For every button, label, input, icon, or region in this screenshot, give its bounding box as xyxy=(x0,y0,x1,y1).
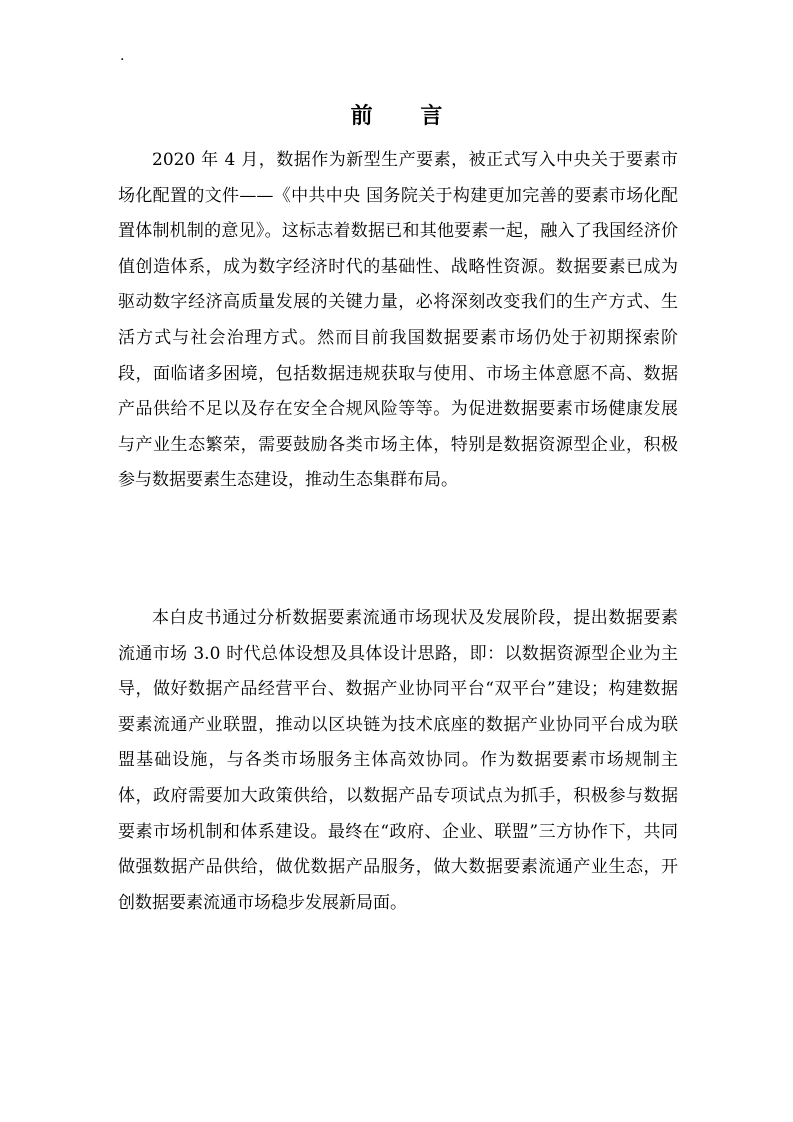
page-title: 前 言 xyxy=(350,104,463,129)
paragraph-1: 2020 年 4 月，数据作为新型生产要素，被正式写入中央关于要素市场化配置的文件——《中共中央 国务院关于构建更加完善的要素市场化配置体制机制的意见》。这标志着数据已和其他要素一起，融入了我国经济价值创造体系，成为数字经济时代的基础性、战略性资源。数据要素已成为驱动数字经济高质量发展的关键力量，必将深刻改变我们的生产方式、生活方式与社会治理方式。然而目前我国数据要素市场仍处于初期探索阶段，面临诸多困境，包括数据违规获取与使用、市场主体意愿不高、数据产品供给不足以及存在安全合规风险等等。为促进数据要素市场健康发展与产业生态繁荣，需要鼓励各类市场主体，特别是数据资源型企业，积极参与数据要素生态建设，推动生态集群布局。 xyxy=(118,150,678,491)
corner-mark: . xyxy=(120,48,125,64)
paragraph-2: 本白皮书通过分析数据要素流通市场现状及发展阶段，提出数据要素流通市场 3.0 时代总体设想及具体设计思路，即：以数据资源型企业为主导，做好数据产品经营平台、数据产业协同平台“双平台”建设；构建数据要素流通产业联盟，推动以区块链为技术底座的数据产业协同平台成为联盟基础设施，与各类市场服务主体高效协同。作为数据要素市场规制主体，政府需要加大政策供给，以数据产品专项试点为抓手，积极参与数据要素市场机制和体系建设。最终在“政府、企业、联盟”三方协作下，共同做强数据产品供给，做优数据产品服务，做大数据要素流通产业生态，开创数据要素流通市场稳步发展新局面。 xyxy=(118,608,678,913)
